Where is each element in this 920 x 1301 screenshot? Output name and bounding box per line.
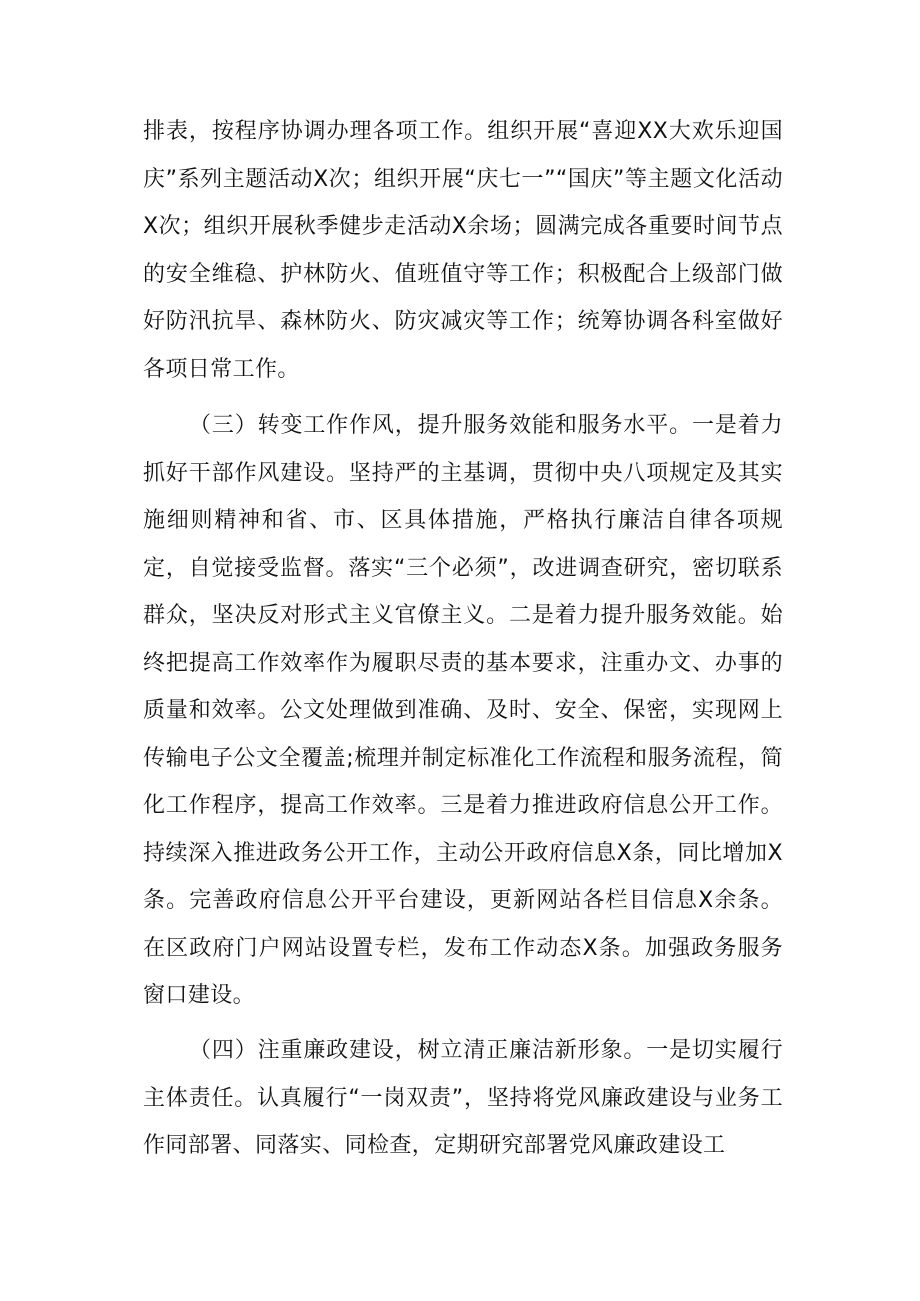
paragraph-continuation: 排表，按程序协调办理各项工作。组织开展“喜迎XX大欢乐迎国庆”系列主题活动X次；组织开展“庆七一”“国庆”等主题文化活动X次；组织开展秋季健步走活动X余场；圆满完成各重要时间节点的安全维稳、护林防火、值班值守等工作；积极配合上级部门做好防汛抗旱、森林防火、防灾减灾等工作；统筹协调各科室做好各项日常工作。 <box>143 119 783 382</box>
paragraph-section-three: （三）转变工作作风，提升服务效能和服务水平。一是着力抓好干部作风建设。坚持严的主基调，贯彻中央八项规定及其实施细则精神和省、市、区具体措施，严格执行廉洁自律各项规定，自觉接受监督。落实“三个必须”，改进调查研究，密切联系群众，坚决反对形式主义官僚主义。二是着力提升服务效能。始终把提高工作效率作为履职尽责的基本要求，注重办文、办事的质量和效率。公文处理做到准确、及时、安全、保密，实现网上传输电子公文全覆盖;梳理并制定标准化工作流程和服务流程，简化工作程序，提高工作效率。三是着力推进政府信息公开工作。持续深入推进政务公开工作，主动公开政府信息X条，同比增加X条。完善政府信息公开平台建设，更新网站各栏目信息X余条。在区政府门户网站设置专栏，发布工作动态X条。加强政务服务窗口建设。 <box>143 413 783 1008</box>
paragraph-section-four: （四）注重廉政建设，树立清正廉洁新形象。一是切实履行主体责任。认真履行“一岗双责”，坚持将党风廉政建设与业务工作同部署、同落实、同检查，定期研究部署党风廉政建设工 <box>143 1038 783 1158</box>
